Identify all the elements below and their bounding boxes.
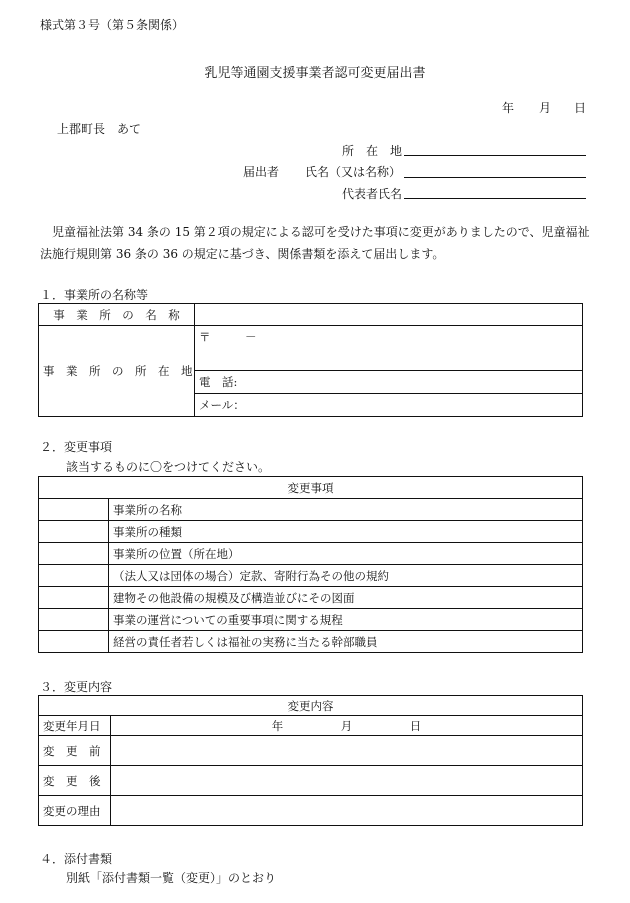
section2-note: 該当するものに〇をつけてください。	[66, 460, 271, 474]
change-date-placeholder: 年 月 日	[271, 718, 422, 733]
mail-label: メール：	[199, 398, 245, 412]
postal-code-mark: 〒 －	[199, 330, 257, 344]
change-content-table	[38, 695, 583, 826]
phone-label: 電 話:	[199, 375, 238, 389]
change-items-table	[38, 476, 583, 653]
facility-phone-field[interactable]	[195, 371, 583, 394]
date-year-label: 年	[502, 101, 515, 115]
change-item-label: 事業の運営についての重要事項に関する規程	[109, 609, 583, 631]
change-item-label: 事業所の種類	[109, 521, 583, 543]
form-number: 様式第３号（第５条関係）	[40, 18, 185, 32]
facility-name-label: 事 業 所 の 名 称	[39, 304, 195, 326]
section4-heading: ４．添付書類	[40, 852, 113, 866]
notifier-rep-line[interactable]	[404, 198, 586, 199]
change-item-check[interactable]	[39, 543, 109, 565]
change-item-check[interactable]	[39, 609, 109, 631]
change-item-check[interactable]	[39, 565, 109, 587]
reason-label: 変更の理由	[39, 796, 111, 826]
after-field[interactable]	[111, 766, 583, 796]
attachments-text: 別紙「添付書類一覧（変更）」のとおり	[66, 871, 277, 885]
date-month-label: 月	[539, 101, 552, 115]
reason-field[interactable]	[111, 796, 583, 826]
facility-mail-field[interactable]	[195, 394, 583, 417]
document-title: 乳児等通園支援事業者認可変更届出書	[204, 66, 426, 81]
facility-name-field[interactable]	[195, 304, 583, 326]
section1-heading: １．事業所の名称等	[40, 288, 149, 302]
change-date-label: 変更年月日	[39, 716, 111, 736]
change-content-header: 変更内容	[39, 696, 583, 716]
facility-table	[38, 303, 583, 417]
facility-address-label: 事 業 所 の 所 在 地	[39, 326, 195, 417]
change-item-label: 事業所の名称	[109, 499, 583, 521]
date-day-label: 日	[574, 101, 587, 115]
notifier-address-line[interactable]	[404, 155, 586, 156]
section2-heading: ２．変更事項	[40, 440, 113, 454]
change-date-field[interactable]	[111, 716, 583, 736]
facility-address-field[interactable]	[195, 326, 583, 371]
notifier-rep-label: 代表者氏名	[342, 187, 403, 201]
change-item-check[interactable]	[39, 631, 109, 653]
section3-heading: ３．変更内容	[40, 680, 113, 694]
before-field[interactable]	[111, 736, 583, 766]
addressee: 上郡町長 あて	[57, 122, 142, 136]
change-item-check[interactable]	[39, 499, 109, 521]
before-label: 変 更 前	[39, 736, 111, 766]
notifier-name-line[interactable]	[404, 177, 586, 178]
after-label: 変 更 後	[39, 766, 111, 796]
change-item-check[interactable]	[39, 521, 109, 543]
change-item-label: 建物その他設備の規模及び構造並びにその図面	[109, 587, 583, 609]
body-paragraph: 児童福祉法第 34 条の 15 第２項の規定による認可を受けた事項に変更がありましたので、児童福祉法施行規則第 36 条の 36 の規定に基づき、関係書類を添えて届出します。	[40, 225, 590, 261]
change-item-check[interactable]	[39, 587, 109, 609]
change-item-label: 経営の責任者若しくは福祉の実務に当たる幹部職員	[109, 631, 583, 653]
change-item-label: （法人又は団体の場合）定款、寄附行為その他の規約	[109, 565, 583, 587]
change-item-label: 事業所の位置（所在地）	[109, 543, 583, 565]
change-items-header: 変更事項	[39, 477, 583, 499]
notifier-address-label: 所 在 地	[342, 144, 403, 158]
notifier-name-label: 氏名（又は名称）	[305, 165, 402, 179]
notifier-label: 届出者	[243, 165, 280, 179]
